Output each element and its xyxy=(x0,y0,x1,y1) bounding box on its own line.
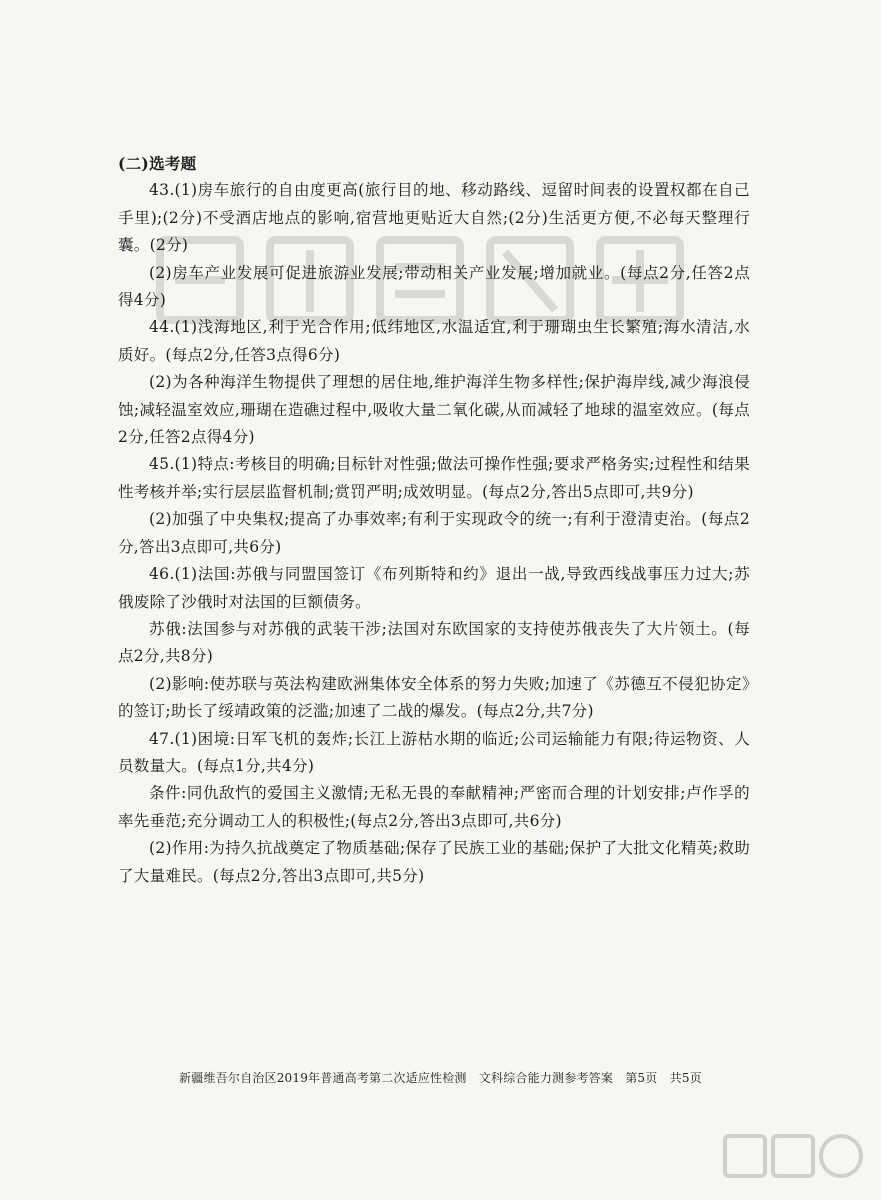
answer-content xyxy=(118,150,750,890)
answer-paragraph: 条件:同仇敌忾的爱国主义激情;无私无畏的奉献精神;严密而合理的计划安排;卢作孚的率先垂范;充分调动工人的积极性;(每点2分,答出3点即可,共6分) xyxy=(118,784,750,830)
answer-paragraph: 43.(1)房车旅行的自由度更高(旅行目的地、移动路线、逗留时间表的设置权都在自己手里);(2分)不受酒店地点的影响,宿营地更贴近大自然;(2分)生活更方便,不必每天整理行囊。(2分) xyxy=(118,181,750,255)
answer-paragraph: 47.(1)困境:日军飞机的轰炸;长江上游枯水期的临近;公司运输能力有限;待运物资、人员数量大。(每点1分,共4分) xyxy=(118,729,750,775)
answer-paragraph: 44.(1)浅海地区,利于光合作用;低纬地区,水温适宜,利于珊瑚虫生长繁殖;海水清洁,水质好。(每点2分,任答3点得6分) xyxy=(118,318,750,364)
corner-watermark-logo xyxy=(719,1130,869,1190)
answer-paragraph: (2)房车产业发展可促进旅游业发展;带动相关产业发展;增加就业。(每点2分,任答2点得4分) xyxy=(118,263,750,310)
answer-paragraph: 苏俄:法国参与对苏俄的武装干涉;法国对东欧国家的支持使苏俄丧失了大片领土。(每点2分,共8分) xyxy=(118,619,750,666)
answer-paragraph: (2)为各种海洋生物提供了理想的居住地,维护海洋生物多样性;保护海岸线,减少海浪侵蚀;减轻温室效应,珊瑚在造礁过程中,吸收大量二氧化碳,从而减轻了地球的温室效应。(每点2分,任答2点得4分) xyxy=(118,373,750,447)
section-heading: (二)选考题 xyxy=(118,154,197,173)
answer-paragraph: 46.(1)法国:苏俄与同盟国签订《布列斯特和约》退出一战,导致西线战事压力过大;苏俄废除了沙俄时对法国的巨额债务。 xyxy=(118,565,750,611)
answer-paragraph: (2)作用:为持久抗战奠定了物质基础;保存了民族工业的基础;保护了大批文化精英;救助了大量难民。(每点2分,答出3点即可,共5分) xyxy=(118,839,750,885)
answer-paragraph: (2)加强了中央集权;提高了办事效率;有利于实现政令的统一;有利于澄清吏治。(每点2分,答出3点即可,共6分) xyxy=(118,510,750,556)
answer-paragraph: (2)影响:使苏联与英法构建欧洲集体安全体系的努力失败;加速了《苏德互不侵犯协定》的签订;助长了绥靖政策的泛滥;加速了二战的爆发。(每点2分,共7分) xyxy=(118,674,750,721)
answer-paragraph: 45.(1)特点:考核目的明确;目标针对性强;做法可操作性强;要求严格务实;过程性和结果性考核并举;实行层层监督机制;赏罚严明;成效明显。(每点2分,答出5点即可,共9分) xyxy=(118,455,750,501)
page-footer: 新疆维吾尔自治区2019年普通高考第二次适应性检测 文科综合能力测参考答案 第5页 共5页 xyxy=(179,1071,702,1085)
